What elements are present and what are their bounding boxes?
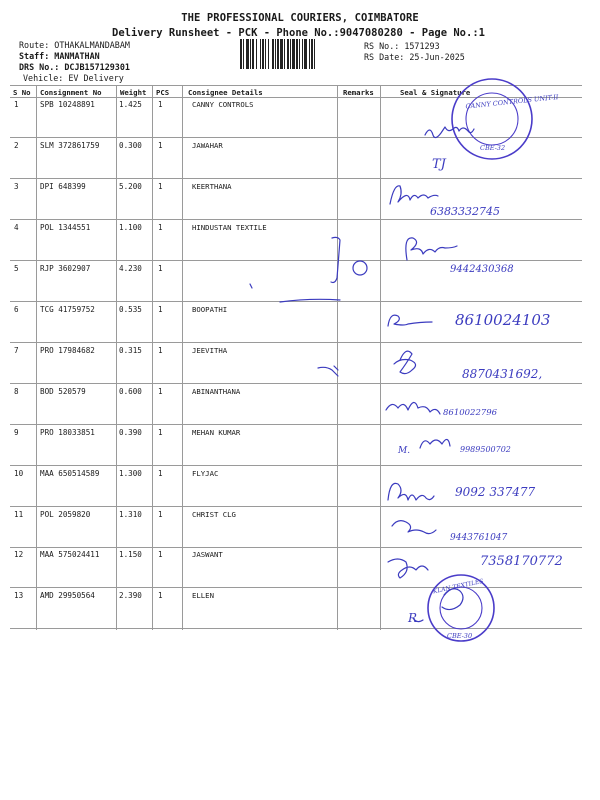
col-divider — [182, 85, 183, 630]
barcode-image — [240, 39, 356, 69]
cell-sno: 12 — [14, 550, 24, 559]
route-text: Route: OTHAKALMANDABAM — [19, 40, 130, 50]
cell-pcs: 1 — [158, 469, 163, 478]
col-header-remarks: Remarks — [343, 88, 374, 97]
row-rule — [10, 465, 582, 466]
stamp-text-bottom: KLAN TEXTILES — [432, 577, 485, 596]
cell-consignee: JEEVITHA — [192, 346, 228, 355]
cell-pcs: 1 — [158, 591, 163, 600]
signature-row-1 — [425, 127, 474, 138]
stamp-city-bottom: CBE-30 — [447, 632, 473, 640]
staff-label: Staff: — [19, 51, 55, 61]
cell-weight: 1.300 — [119, 469, 142, 478]
signature-row-7 — [394, 351, 416, 374]
rs-date: RS Date: 25-Jun-2025 — [364, 52, 465, 62]
cell-pcs: 1 — [158, 182, 163, 191]
cell-weight: 0.300 — [119, 141, 142, 150]
cell-consignment-no: MAA 650514589 — [40, 469, 100, 478]
row-rule — [10, 424, 582, 425]
handwritten-phone-row-5: 9442430368 — [450, 264, 514, 275]
remarks-dot-row-5 — [250, 284, 252, 288]
handwritten-phone-row-11: 9443761047 — [450, 533, 508, 543]
staff-name: MANMATHAN — [54, 51, 100, 61]
row-rule — [10, 178, 582, 179]
cell-pcs: 1 — [158, 305, 163, 314]
cell-sno: 1 — [14, 100, 19, 109]
row-rule — [10, 547, 582, 548]
row-rule — [10, 342, 582, 343]
cell-consignment-no: SPB 10248891 — [40, 100, 95, 109]
cell-weight: 0.315 — [119, 346, 142, 355]
col-header-consignee: Consignee Details — [188, 88, 263, 97]
cell-weight: 5.200 — [119, 182, 142, 191]
signature-row-13 — [413, 618, 423, 622]
col-header-weight: Weight — [120, 88, 147, 97]
drs-number: DRS No.: DCJB157129301 — [19, 62, 130, 72]
cell-pcs: 1 — [158, 510, 163, 519]
cell-consignment-no: POL 1344551 — [40, 223, 91, 232]
vehicle-text: Vehicle: EV Delivery — [23, 73, 124, 83]
col-divider — [337, 85, 338, 630]
cell-sno: 2 — [14, 141, 19, 150]
rs-number: RS No.: 1571293 — [364, 41, 440, 51]
col-divider — [116, 85, 117, 630]
handwritten-phone-row-8: 8610022796 — [443, 408, 498, 418]
cell-weight: 0.390 — [119, 428, 142, 437]
table-header-rule — [10, 97, 582, 98]
cell-weight: 1.150 — [119, 550, 142, 559]
cell-sno: 6 — [14, 305, 19, 314]
cell-pcs: 1 — [158, 346, 163, 355]
cell-consignee: ELLEN — [192, 591, 214, 600]
cell-sno: 9 — [14, 428, 19, 437]
cell-pcs: 1 — [158, 550, 163, 559]
handwritten-phone-row-7: 8870431692, — [462, 367, 543, 381]
cell-consignment-no: BOD 520579 — [40, 387, 86, 396]
handwritten-initial-row-13: R — [408, 611, 418, 625]
handwritten-phone-row-12: 7358170772 — [480, 554, 563, 569]
col-header-pcs: PCS — [156, 88, 170, 97]
cell-weight: 0.535 — [119, 305, 142, 314]
cell-consignment-no: TCG 41759752 — [40, 305, 95, 314]
signature-row-6 — [388, 315, 432, 326]
col-divider — [380, 85, 381, 630]
runsheet-subtitle: Delivery Runsheet - PCK - Phone No.:9047080280 - Page No.:1 — [112, 27, 485, 39]
col-divider — [152, 85, 153, 630]
cell-weight: 2.390 — [119, 591, 142, 600]
cell-consignee: JASWANT — [192, 550, 223, 559]
signature-row-3 — [390, 186, 438, 204]
cell-pcs: 1 — [158, 223, 163, 232]
cell-consignment-no: POL 2059820 — [40, 510, 91, 519]
cell-pcs: 1 — [158, 264, 163, 273]
handwritten-phone-row-9: 9989500702 — [460, 445, 511, 454]
cell-weight: 1.100 — [119, 223, 142, 232]
row-rule — [10, 383, 582, 384]
row-rule — [10, 219, 582, 220]
signature-row-11 — [392, 521, 436, 534]
col-header-consignment: Consignment No — [40, 88, 102, 97]
cell-consignee: KEERTHANA — [192, 182, 232, 191]
cell-consignment-no: PRO 18033851 — [40, 428, 95, 437]
textile-seal-stamp — [428, 575, 494, 641]
cell-sno: 3 — [14, 182, 19, 191]
cell-consignee: CANNY CONTROLS — [192, 100, 254, 109]
cell-consignee: MEHAN KUMAR — [192, 428, 241, 437]
staff-text — [19, 51, 100, 61]
cell-consignee: FLYJAC — [192, 469, 219, 478]
cell-sno: 8 — [14, 387, 19, 396]
remarks-circle-row-5 — [353, 261, 367, 275]
cell-weight: 4.230 — [119, 264, 142, 273]
cell-consignee: BOOPATHI — [192, 305, 228, 314]
cell-sno: 5 — [14, 264, 19, 273]
cell-sno: 10 — [14, 469, 24, 478]
cell-consignee: CHRIST CLG — [192, 510, 236, 519]
cell-consignee: HINDUSTAN TEXTILE — [192, 223, 267, 232]
handwritten-phone-row-3: 6383332745 — [430, 205, 500, 218]
cell-sno: 13 — [14, 591, 24, 600]
cell-pcs: 1 — [158, 141, 163, 150]
cell-pcs: 1 — [158, 100, 163, 109]
row-rule — [10, 137, 582, 138]
cell-consignee: JAWAHAR — [192, 141, 223, 150]
cell-weight: 0.600 — [119, 387, 142, 396]
stamp-text-top: CANNY CONTROLS UNIT-II — [465, 92, 559, 111]
signature-row-12 — [388, 559, 428, 578]
signature-row-10 — [388, 483, 434, 500]
stamp-city-top: CBE-32 — [480, 144, 506, 152]
cell-consignment-no: RJP 3602907 — [40, 264, 91, 273]
cell-pcs: 1 — [158, 387, 163, 396]
cell-weight: 1.425 — [119, 100, 142, 109]
cell-sno: 11 — [14, 510, 24, 519]
cell-consignment-no: PRO 17984682 — [40, 346, 95, 355]
row-rule — [10, 628, 582, 629]
cell-consignment-no: DPI 648399 — [40, 182, 86, 191]
cell-pcs: 1 — [158, 428, 163, 437]
col-divider — [36, 85, 37, 630]
cell-weight: 1.310 — [119, 510, 142, 519]
signature-row-8 — [386, 402, 440, 414]
col-header-seal: Seal & Signature — [400, 88, 471, 97]
handwritten-initials-row-2: TJ — [432, 157, 446, 172]
row-rule — [10, 260, 582, 261]
row-rule — [10, 587, 582, 588]
col-header-sno: S No — [13, 88, 31, 97]
handwritten-name-row-9: M. — [398, 446, 411, 456]
handwritten-phone-row-6: 8610024103 — [455, 311, 551, 329]
signature-row-9 — [420, 439, 450, 448]
cell-consignment-no: SLM 372861759 — [40, 141, 100, 150]
company-title: THE PROFESSIONAL COURIERS, COIMBATORE — [181, 12, 419, 24]
cell-consignment-no: MAA 575024411 — [40, 550, 100, 559]
cell-consignment-no: AMD 29950564 — [40, 591, 95, 600]
cell-sno: 7 — [14, 346, 19, 355]
cell-sno: 4 — [14, 223, 19, 232]
signature-row-4 — [406, 238, 457, 260]
cell-consignee: ABINANTHANA — [192, 387, 241, 396]
row-rule — [10, 301, 582, 302]
table-top-rule — [10, 85, 582, 86]
handwritten-phone-row-10: 9092 337477 — [455, 485, 536, 499]
row-4-signature-curve — [442, 589, 463, 610]
row-rule — [10, 506, 582, 507]
remarks-mark-row-7 — [318, 366, 338, 376]
